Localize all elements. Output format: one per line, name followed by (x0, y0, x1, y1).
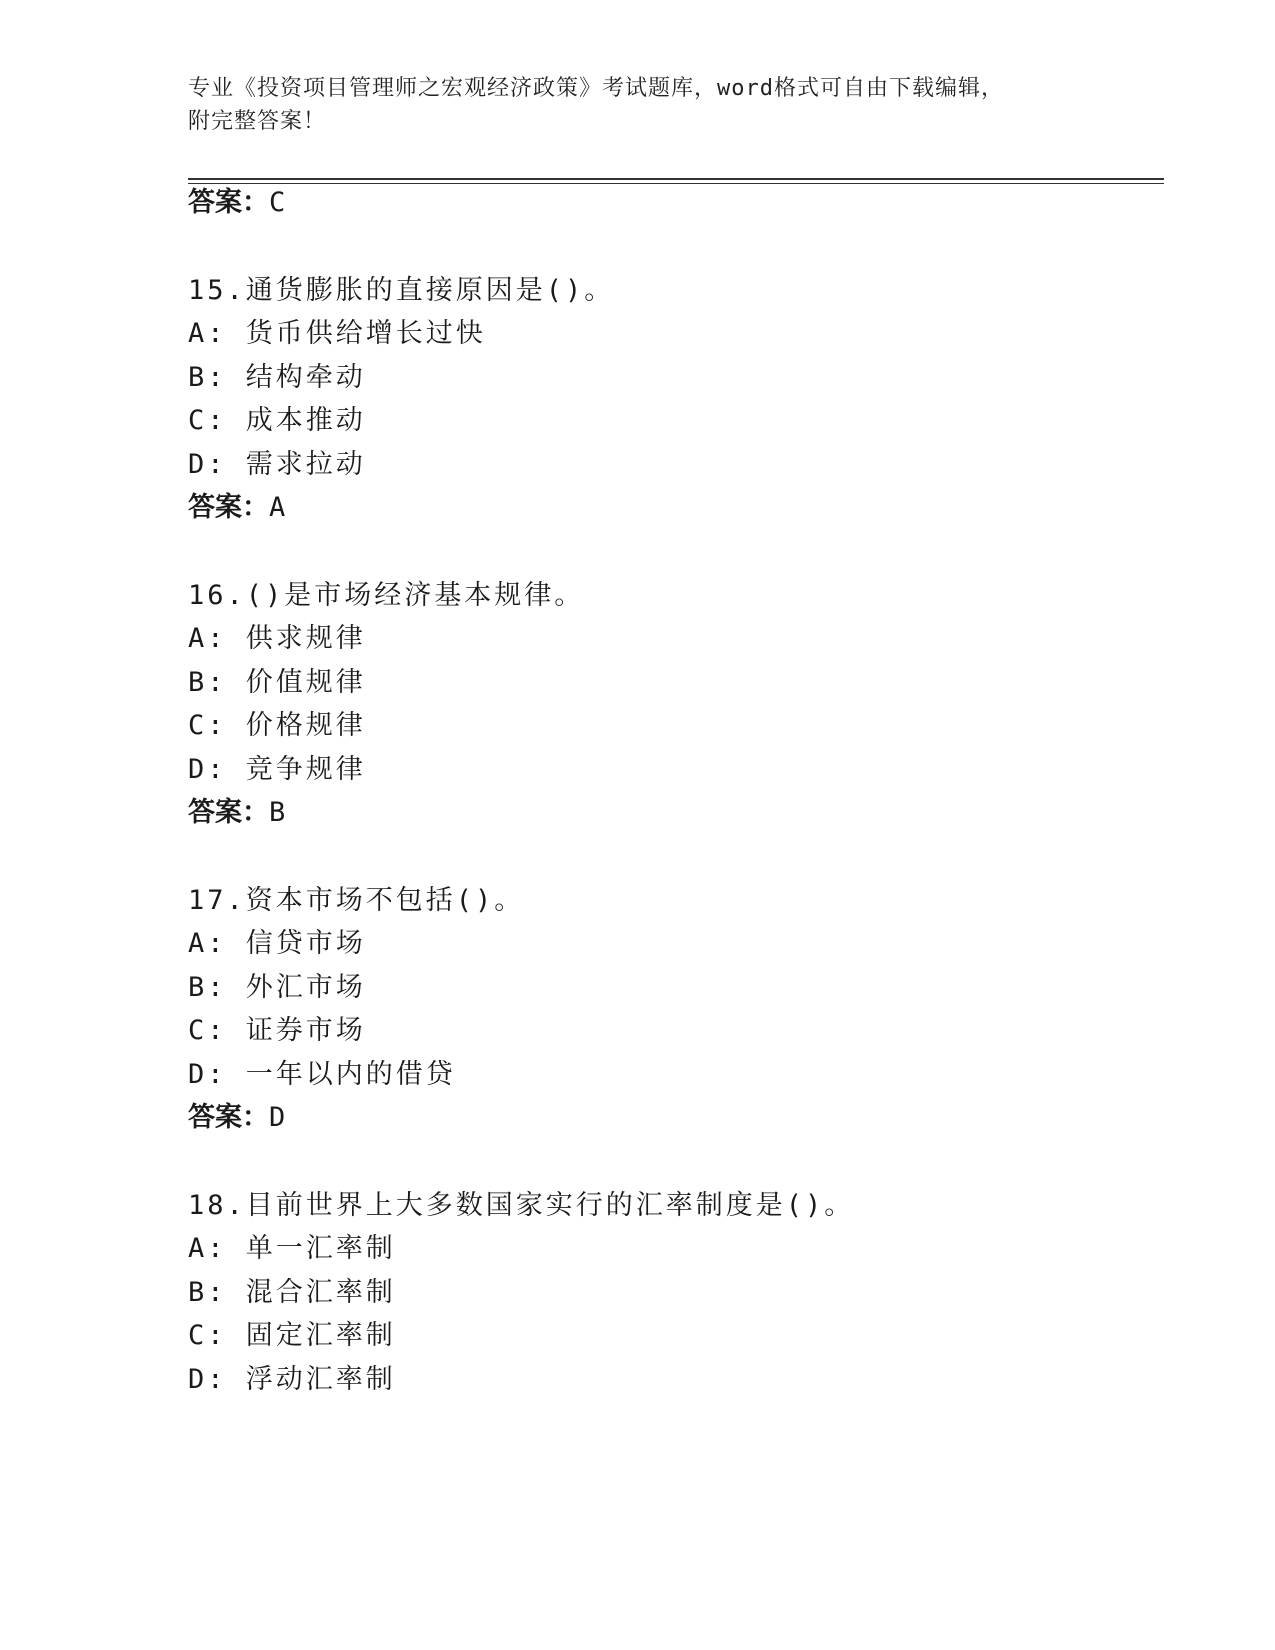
answer-prefix: 答案： (188, 1102, 269, 1133)
question-17-option-d: D: 一年以内的借贷 (188, 1059, 456, 1090)
question-18-option-d: D: 浮动汇率制 (188, 1364, 396, 1395)
question-16-option-a: A: 供求规律 (188, 623, 366, 654)
question-15-option-b: B: 结构牵动 (188, 362, 366, 393)
header-line-2: 附完整答案！ (188, 109, 327, 134)
question-18-stem: 18.目前世界上大多数国家实行的汇率制度是()。 (188, 1190, 855, 1221)
question-16-stem: 16.()是市场经济基本规律。 (188, 580, 585, 611)
question-17-option-c: C: 证券市场 (188, 1015, 366, 1046)
question-15-stem: 15.通货膨胀的直接原因是()。 (188, 275, 615, 306)
document-header (188, 72, 1088, 138)
question-16-option-d: D: 竞争规律 (188, 754, 366, 785)
question-18-option-a: A: 单一汇率制 (188, 1233, 396, 1264)
question-17-option-b: B: 外汇市场 (188, 972, 366, 1003)
question-16-option-b: B: 价值规律 (188, 667, 366, 698)
question-18-option-c: C: 固定汇率制 (188, 1320, 396, 1351)
question-17-stem: 17.资本市场不包括()。 (188, 885, 525, 916)
header-divider-thick (188, 178, 1164, 180)
question-15-option-a: A: 货币供给增长过快 (188, 318, 486, 349)
answer-letter: B (269, 797, 286, 828)
question-17-answer (188, 1101, 285, 1135)
question-16-option-c: C: 价格规律 (188, 710, 366, 741)
question-15-option-d: D: 需求拉动 (188, 449, 366, 480)
question-18-option-b: B: 混合汇率制 (188, 1277, 396, 1308)
answer-letter: D (269, 1102, 286, 1133)
header-divider-thin (188, 183, 1164, 184)
question-15-answer (188, 491, 285, 525)
answer-prefix: 答案： (188, 187, 269, 218)
header-line-1: 专业《投资项目管理师之宏观经济政策》考试题库，word格式可自由下载编辑， (188, 76, 1004, 101)
answer-prefix: 答案： (188, 797, 269, 828)
question-16-answer (188, 796, 285, 830)
answer-prefix: 答案： (188, 492, 269, 523)
answer-letter: C (269, 187, 286, 218)
question-17-option-a: A: 信贷市场 (188, 928, 366, 959)
question-15-option-c: C: 成本推动 (188, 405, 366, 436)
answer-line-prev (188, 186, 285, 220)
answer-letter: A (269, 492, 286, 523)
